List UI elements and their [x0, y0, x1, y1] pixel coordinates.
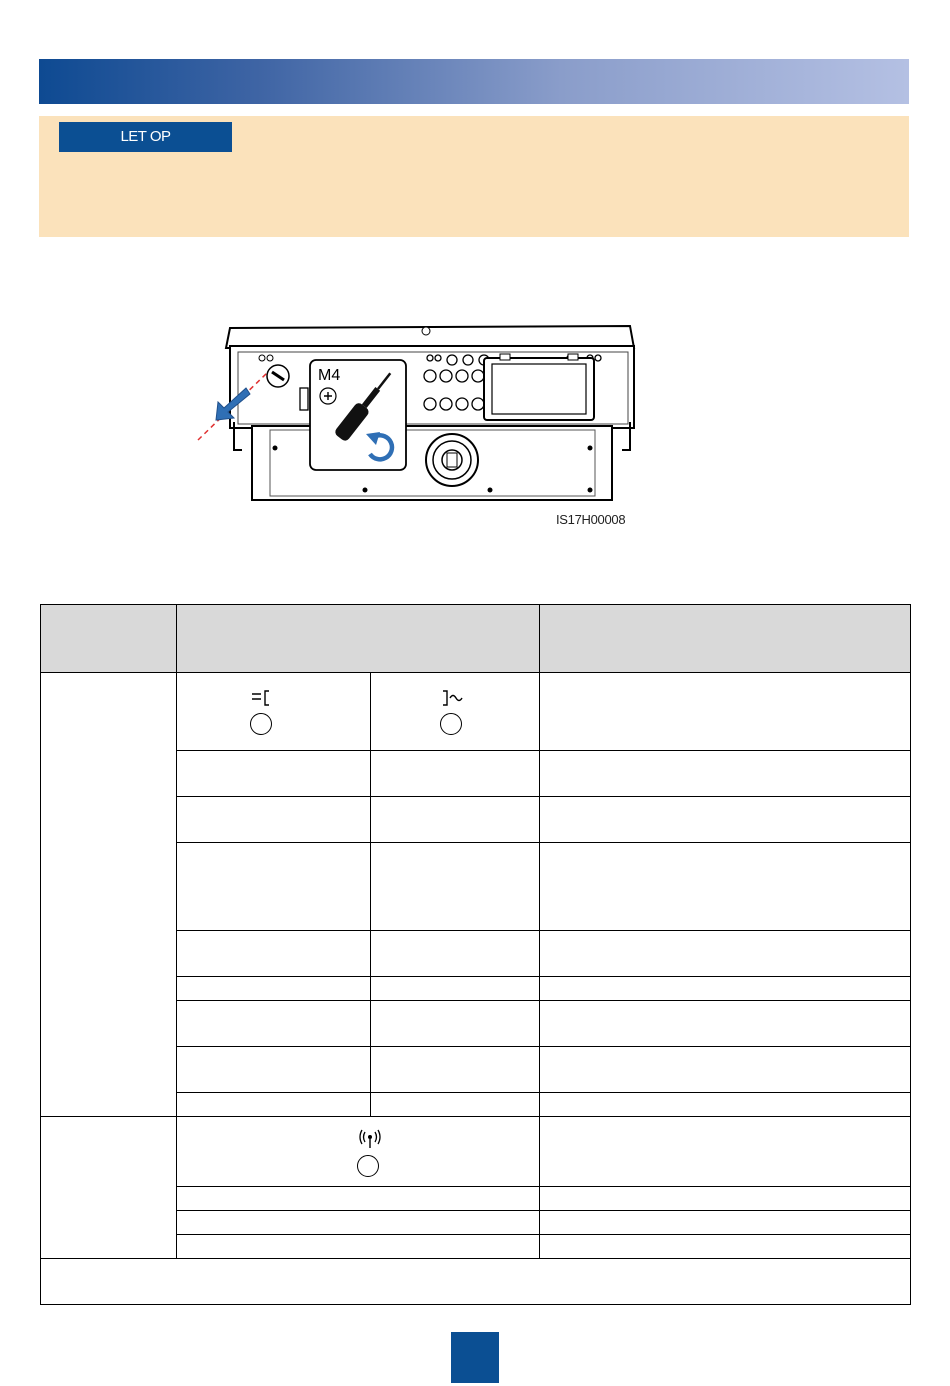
dc-indicator-icon: [250, 688, 276, 735]
page-number-box: [451, 1332, 499, 1383]
table-cell: [370, 1000, 540, 1047]
table-cell: [176, 1210, 540, 1235]
comm-led-icon: [357, 1155, 379, 1177]
table-cell: [539, 750, 911, 797]
table-cell: [539, 1234, 911, 1259]
notice-box: [39, 116, 909, 237]
inverter-figure: [190, 318, 650, 533]
indicator-table: [40, 604, 911, 1305]
table-cell: [539, 976, 911, 1001]
table-cell: [539, 1186, 911, 1211]
category-cell-communication: [40, 1116, 177, 1259]
table-cell: [539, 1092, 911, 1117]
table-cell: [176, 796, 371, 843]
table-cell: [539, 796, 911, 843]
table-cell: [176, 842, 371, 931]
table-cell: [176, 1000, 371, 1047]
dc-led-icon: [250, 713, 272, 735]
table-cell: [539, 1046, 911, 1093]
description-cell: [539, 1116, 911, 1187]
table-cell: [539, 930, 911, 977]
category-cell-run: [40, 672, 177, 1117]
table-cell: [539, 1210, 911, 1235]
table-cell: [370, 1092, 540, 1117]
table-cell: [176, 976, 371, 1001]
ac-led-icon: [440, 713, 462, 735]
table-cell: [539, 1000, 911, 1047]
notice-badge: LET OP: [59, 122, 232, 152]
header-cell-category: [40, 604, 177, 673]
communication-indicator-icon: [357, 1128, 383, 1177]
table-cell: [176, 1234, 540, 1259]
table-cell: [176, 750, 371, 797]
table-cell: [370, 976, 540, 1001]
section-header-bar: [39, 59, 909, 104]
table-cell: [370, 750, 540, 797]
table-cell: [370, 930, 540, 977]
header-cell-indicator: [176, 604, 540, 673]
table-cell: [370, 842, 540, 931]
header-cell-description: [539, 604, 911, 673]
table-cell: [176, 1186, 540, 1211]
figure-id: IS17H00008: [556, 512, 626, 527]
description-cell: [539, 672, 911, 751]
note-cell: [40, 1258, 911, 1305]
table-cell: [370, 796, 540, 843]
table-cell: [176, 1046, 371, 1093]
table-cell: [176, 1092, 371, 1117]
ac-indicator-icon: [440, 688, 466, 735]
table-cell: [176, 930, 371, 977]
callout-label: M4: [318, 367, 341, 384]
table-cell: [370, 1046, 540, 1093]
table-cell: [539, 842, 911, 931]
